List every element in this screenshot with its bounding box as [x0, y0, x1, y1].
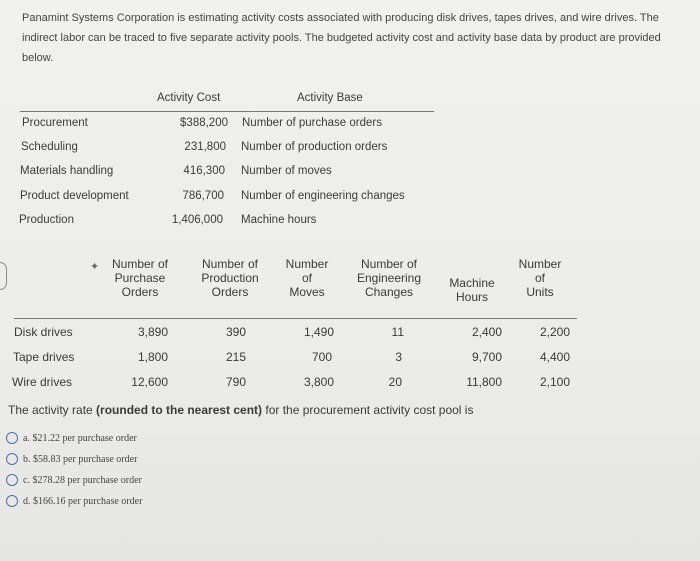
base-scheduling: Number of production orders — [241, 141, 388, 153]
product-disk-drives: Disk drives — [14, 325, 73, 339]
option-c-label: c. $278.28 per purchase order — [23, 475, 142, 486]
header-machine-hours: Machine Hours — [449, 276, 495, 304]
option-a[interactable] — [6, 431, 206, 447]
option-c[interactable] — [6, 473, 206, 489]
option-a-label: a. $21.22 per purchase order — [23, 433, 137, 444]
question-text: The activity rate (rounded to the nearest cent) for the procurement activity cost pool is — [8, 403, 474, 417]
product-tape-drives: Tape drives — [13, 350, 75, 364]
intro-paragraph: Panamint Systems Corporation is estimating activity costs associated with producing disk drives, tapes drives, and wire drives. The indirect labor can be traced to five separate activity pools. The budgeted activity cost and activity base data by product are provided below. — [22, 12, 661, 64]
option-d-label: d. $166.16 per purchase order — [23, 496, 143, 507]
wire-units: 2,100 — [539, 375, 570, 389]
activity-cost-header: Activity Cost — [157, 92, 221, 104]
option-b[interactable] — [6, 452, 206, 468]
radio-a[interactable] — [6, 432, 18, 444]
header-rule — [20, 111, 434, 112]
wire-moves: 3,800 — [303, 375, 334, 389]
cursor-icon: ✦ — [90, 261, 100, 273]
wire-purchase-orders: 12,600 — [131, 375, 168, 389]
pool-procurement: Procurement — [22, 117, 88, 129]
header-engineering-changes: Number of Engineering Changes — [356, 257, 422, 299]
cost-product-development: 786,700 — [182, 190, 224, 202]
option-d[interactable] — [6, 494, 206, 510]
product-wire-drives: Wire drives — [12, 375, 73, 389]
page-edge-tab — [0, 262, 7, 290]
radio-b[interactable] — [6, 453, 18, 465]
disk-production-orders: 390 — [225, 325, 246, 339]
radio-d[interactable] — [6, 495, 18, 507]
cost-scheduling: 231,800 — [184, 141, 226, 153]
radio-c[interactable] — [6, 474, 18, 486]
wire-machine-hours: 11,800 — [466, 375, 502, 389]
disk-units: 2,200 — [539, 325, 570, 339]
cost-materials-handling: 416,300 — [183, 165, 225, 177]
base-production: Machine hours — [241, 214, 317, 226]
product-header-rule — [14, 318, 577, 319]
disk-purchase-orders: 3,890 — [137, 325, 168, 339]
base-materials-handling: Number of moves — [241, 165, 332, 177]
option-b-label: b. $58.83 per purchase order — [23, 454, 138, 465]
pool-product-development: Product development — [20, 190, 129, 202]
wire-engineering-changes: 20 — [388, 375, 402, 389]
wire-production-orders: 790 — [225, 375, 246, 389]
pool-production: Production — [19, 214, 74, 226]
base-product-development: Number of engineering changes — [241, 190, 405, 202]
pool-materials-handling: Materials handling — [20, 165, 114, 177]
cost-procurement: $388,200 — [180, 117, 228, 129]
disk-engineering-changes: 11 — [391, 325, 404, 339]
tape-units: 4,400 — [539, 350, 570, 364]
tape-purchase-orders: 1,800 — [137, 350, 168, 364]
disk-moves: 1,490 — [303, 325, 334, 339]
header-purchase-orders: Number of Purchase Orders — [111, 257, 169, 299]
header-production-orders: Number of Production Orders — [201, 257, 259, 299]
tape-machine-hours: 9,700 — [471, 350, 502, 364]
disk-machine-hours: 2,400 — [471, 325, 502, 339]
tape-production-orders: 215 — [225, 350, 246, 364]
pool-scheduling: Scheduling — [21, 141, 78, 153]
cost-production: 1,406,000 — [171, 214, 223, 226]
activity-base-header: Activity Base — [297, 92, 363, 104]
tape-moves: 700 — [311, 350, 332, 364]
base-procurement: Number of purchase orders — [242, 117, 382, 129]
tape-engineering-changes: 3 — [395, 350, 402, 364]
header-moves: Number of Moves — [285, 257, 329, 299]
header-units: Number of Units — [518, 257, 562, 299]
